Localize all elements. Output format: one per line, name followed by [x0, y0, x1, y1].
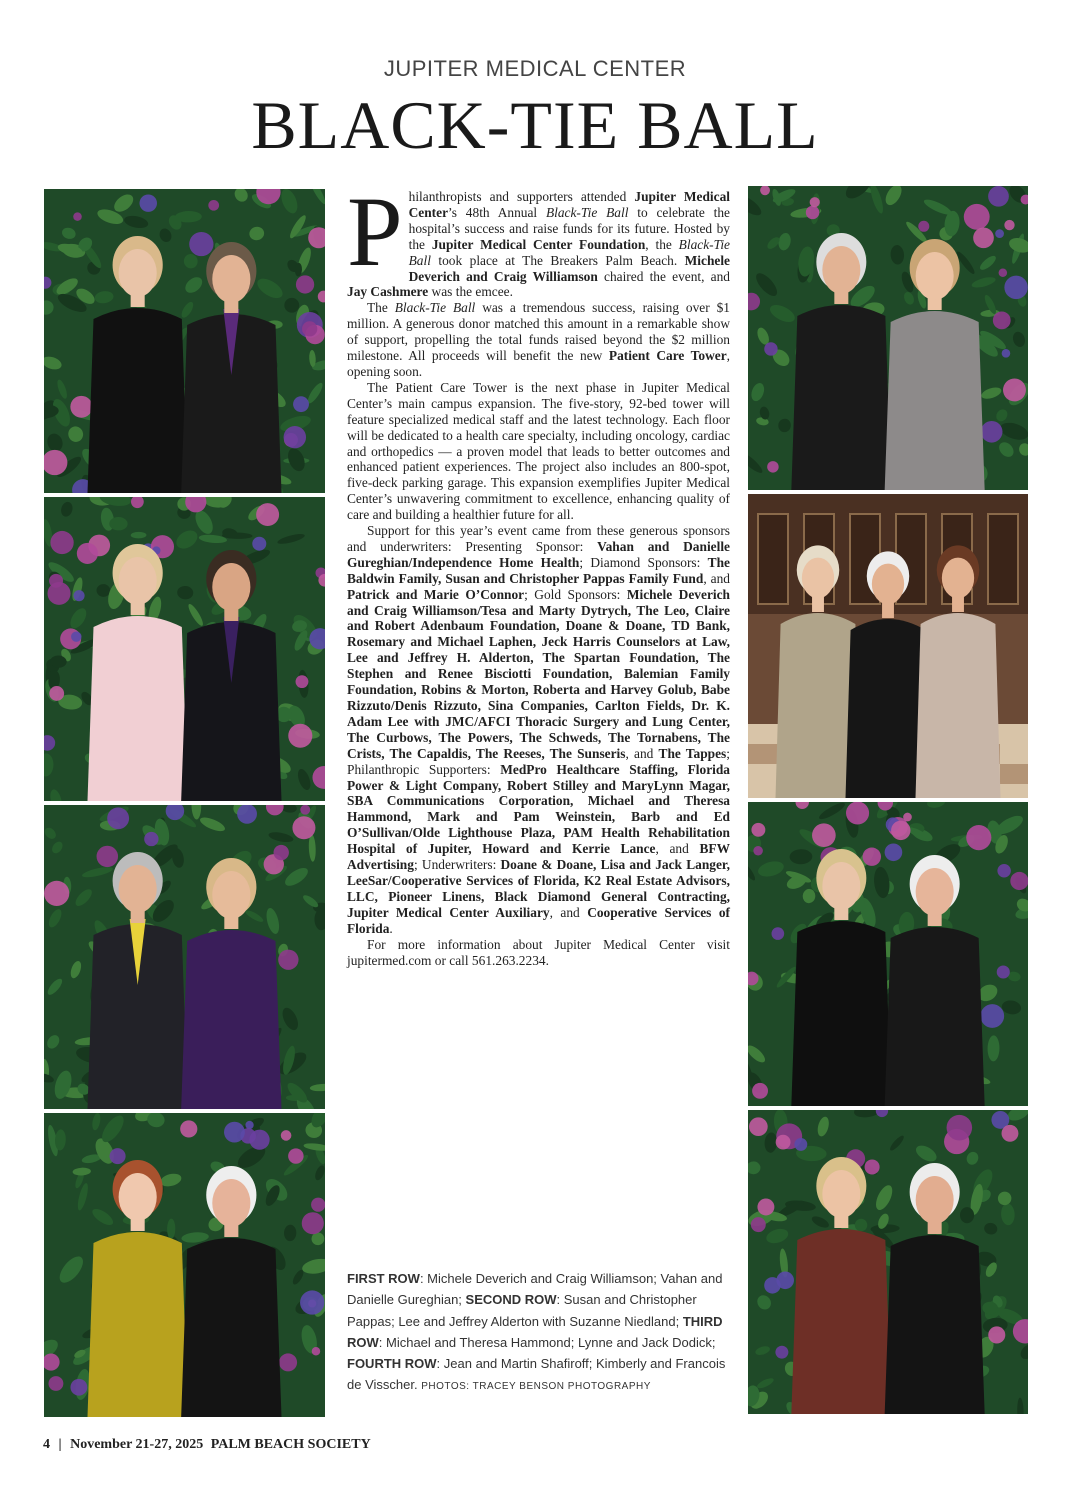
footer-separator: | — [58, 1437, 62, 1452]
page-number: 4 — [43, 1437, 50, 1452]
photo-third-row-right — [748, 802, 1028, 1106]
caption-names: : Michael and Theresa Hammond; Lynne and Jack Dodick; — [378, 1334, 716, 1350]
caption-names: : Susan and Christopher Pappas; Lee and Jeffrey Alderton with Suzanne Niedland; — [347, 1292, 697, 1329]
caption-names: : Michele Deverich and Craig Williamson; Vahan and Danielle Gureghian; — [347, 1271, 723, 1308]
page-title: BLACK-TIE BALL — [251, 87, 819, 163]
caption-names: : Jean and Martin Shafiroff; Kimberly and Francois de Visscher. — [347, 1356, 726, 1393]
photo-fourth-row-left — [44, 1113, 325, 1417]
event-photo — [44, 497, 325, 801]
paragraph-text: hilanthropists and supporters attended Jupiter Medical Center’s 48th Annual Black-Tie Ball to celebrate the hospital’s success and raise funds for its future. Hosted by the Jupiter Medical Center Foundation, the Black-Tie Ball took place at The Breakers Palm Beach. Michele Deverich and Craig Williamson chaired the event, and Jay Cashmere was the emcee. — [347, 189, 730, 300]
photo-caption — [347, 1268, 732, 1398]
section-kicker: JUPITER MEDICAL CENTER — [383, 56, 687, 81]
page-footer — [43, 1437, 371, 1453]
photo-first-row-right — [748, 186, 1028, 490]
caption-row-label: THIRD ROW — [347, 1313, 723, 1350]
photo-second-row-right — [748, 494, 1028, 798]
article-paragraph: The Patient Care Tower is the next phase in Jupiter Medical Center’s main campus expansion. The five-story, 92-bed tower will feature specialized medical staff and the latest technology. Each floor will be dedicated to a health care specialty, including oncology, cardiac and orthopedics — a proven model that leads to better outcomes and enhanced patient experiences. The project also includes an 800-spot, five-deck parking garage. This expansion exemplifies Jupiter Medical Center’s unwavering commitment to excellence, enhancing quality of care and building a healthier future for all. — [347, 379, 730, 523]
drop-cap: P — [347, 176, 403, 287]
event-photo — [748, 802, 1028, 1106]
caption-row-label: SECOND ROW — [465, 1292, 557, 1308]
article-paragraph: For more information about Jupiter Medical Center visit jupitermed.com or call 561.263.2234. — [347, 936, 730, 968]
article-body — [347, 176, 731, 968]
event-photo — [44, 189, 325, 493]
event-photo — [44, 1113, 325, 1417]
photo-fourth-row-right — [748, 1110, 1028, 1414]
event-photo — [44, 805, 325, 1109]
photo-second-row-left — [44, 497, 325, 801]
event-photo — [748, 1110, 1028, 1414]
article-paragraph: The Black-Tie Ball was a tremendous success, raising over $1 million. A generous donor matched this amount in a remarkable show of support, propelling the total funds raised beyond the $2 million milestone. All proceeds will benefit the new Patient Care Tower, opening soon. — [347, 300, 731, 379]
issue-dates: November 21-27, 2025 — [70, 1437, 204, 1452]
event-photo — [748, 186, 1028, 490]
photo-third-row-left — [44, 805, 325, 1109]
article-paragraph — [347, 176, 730, 300]
photo-first-row-left — [44, 189, 325, 493]
caption-row-label: FOURTH ROW — [347, 1356, 437, 1372]
publication-name: PALM BEACH SOCIETY — [210, 1437, 371, 1452]
event-photo — [748, 494, 1028, 798]
article-paragraph: Support for this year’s event came from these generous sponsors and underwriters: Presenting Sponsor: Vahan and Danielle Gureghian/Independence Home Health; Diamond Sponsors: The Baldwin Family, Susan and Christopher Pappas Family Fund, and Patrick and Marie O’Connor; Gold Sponsors: Michele Deverich and Craig Williamson/Tesa and Marty Dytrych, The Leo, Claire and Robert Adenbaum Foundation, Doane & Doane, TD Bank, Rosemary and Michael Laphen, Jeck Harris Counselors at Law, Lee and Jeffrey H. Alderton, The Spartan Foundation, The Stephen and Renee Bisciotti Foundation, Balemian Family Foundation, Robins & Morton, Roberta and Harvey Golub, Babe Rizzuto/Denis Rizzuto, Sina Companies, Carlton Fields, Dr. K. Adam Lee with JMC/AFCI Thoracic Surgery and Lung Center, The Curbows, The Powers, The Schweds, The Tornabens, The Crists, The Capaldis, The Reeses, The Sunseris, and The Tappes; Philanthropic Supporters: MedPro Healthcare Staffing, Florida Power & Light Company, Robert Stilley and MaryLynn Magar, SBA Communications Corporation, Michael and Theresa Hammond, Mark and Pam Weinstein, Barb and Ed O’Sullivan/Olde Lighthouse Plaza, PAM Health Rehabilitation Hospital of Jupiter, Howard and Kerrie Lance, and BFW Advertising; Underwriters: Doane & Doane, Lisa and Jack Langer, LeeSar/Cooperative Services of Florida, K2 Real Estate Advisors, LLC, Pioneer Linens, Black Diamond General Contracting, Jupiter Medical Center Auxiliary, and Cooperative Services of Florida. — [347, 523, 731, 936]
photo-credit: PHOTOS: TRACEY BENSON PHOTOGRAPHY — [421, 1381, 651, 1393]
caption-row-label: FIRST ROW — [347, 1271, 420, 1286]
